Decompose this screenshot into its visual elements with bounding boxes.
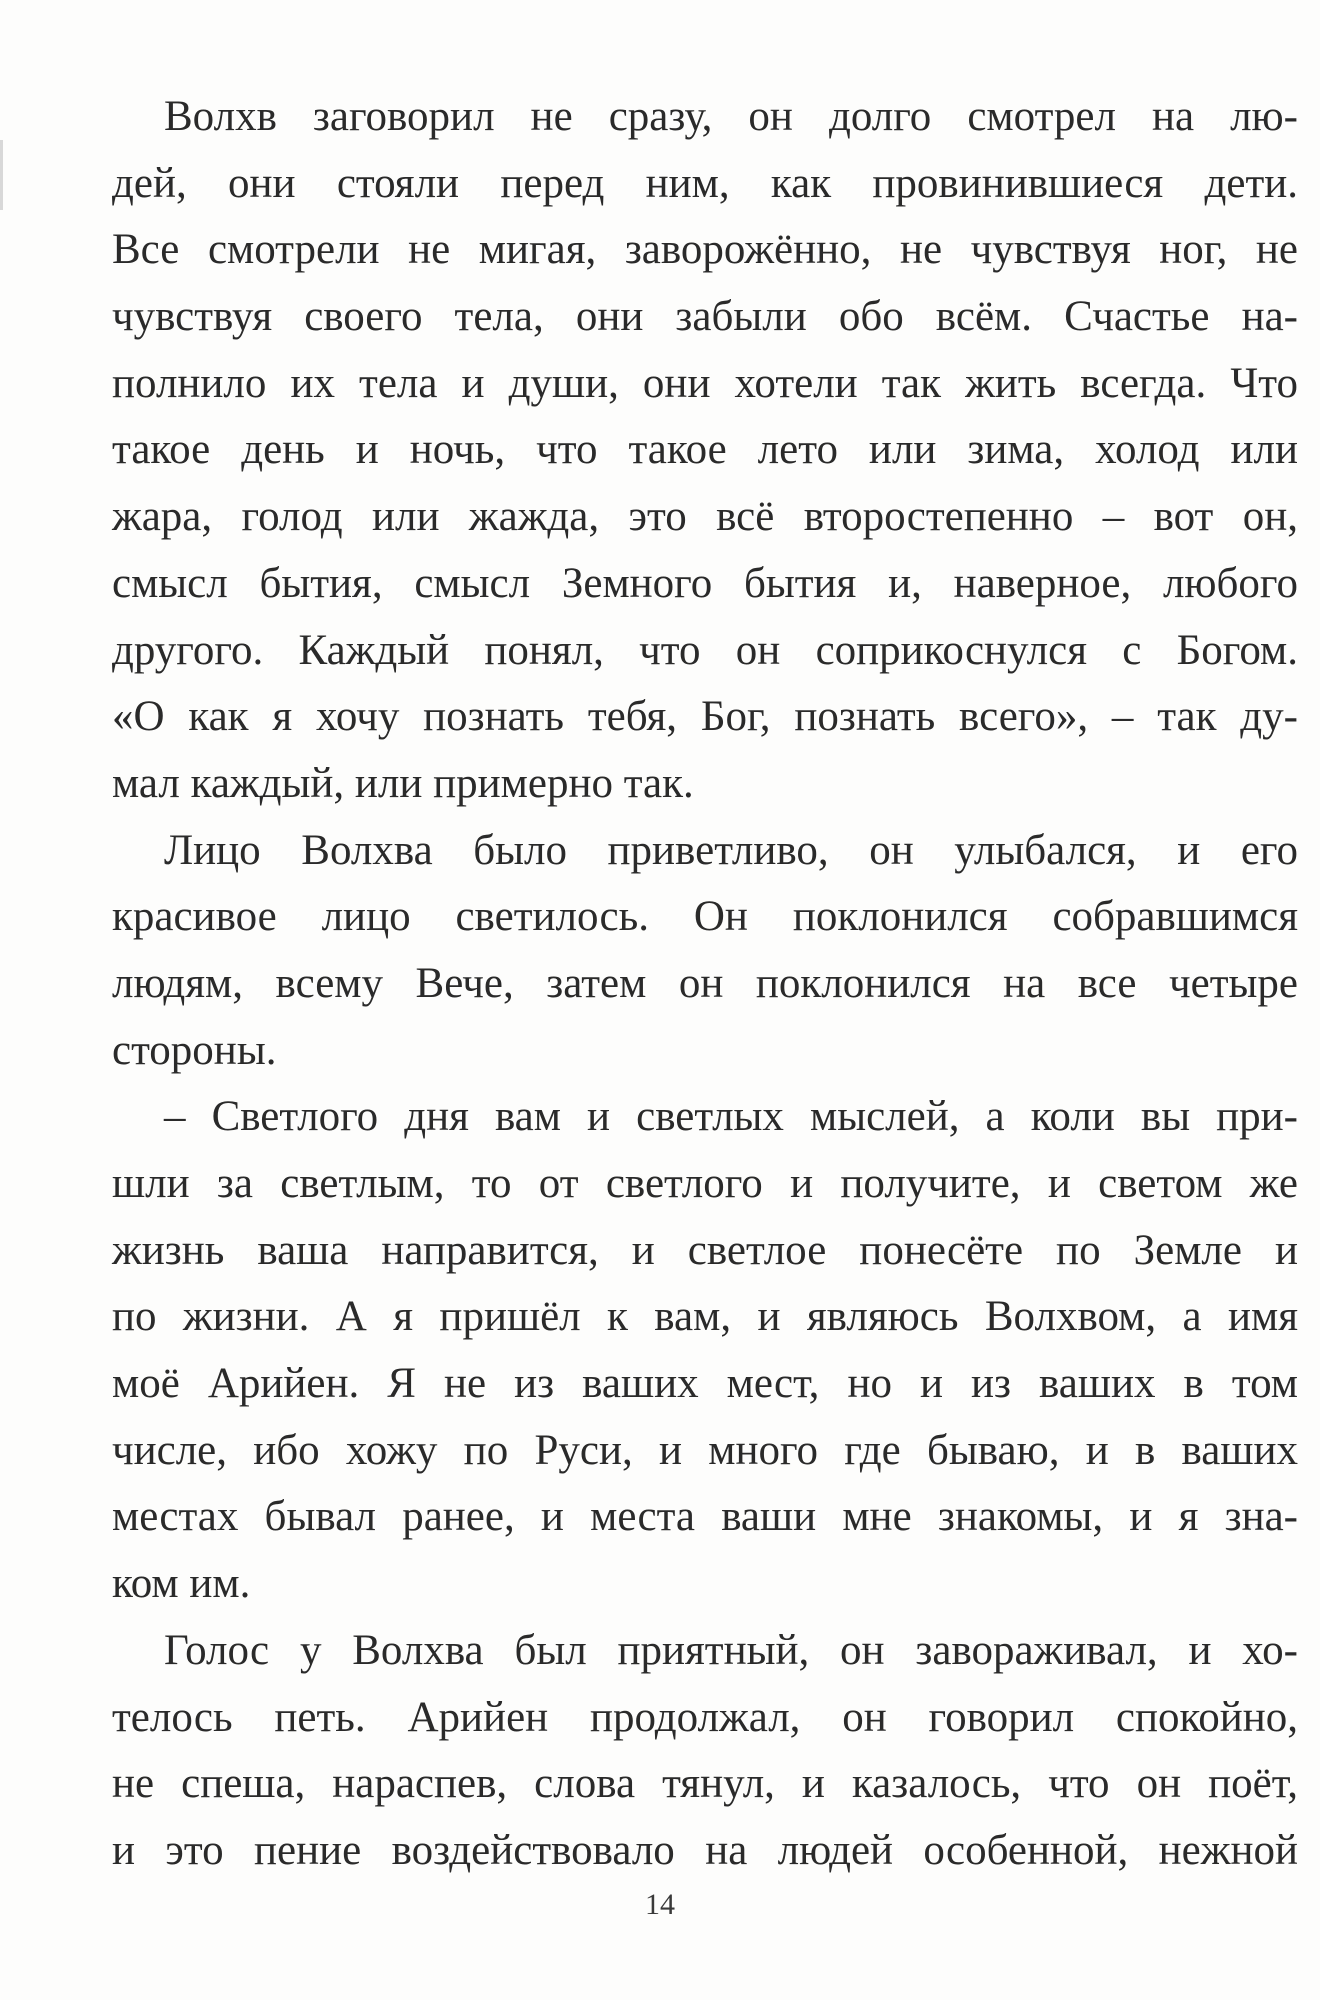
text-line: – Светлого дня вам и светлых мыслей, а коли вы при-: [164, 1093, 1298, 1141]
text-line: мал каждый, или примерно так.: [112, 759, 694, 807]
text-line: жизнь ваша направится, и светлое понесёте по Земле и: [112, 1226, 1298, 1274]
text-line: Лицо Волхва было приветливо, он улыбался, и его: [164, 826, 1298, 874]
text-line: местах бывал ранее, и места ваши мне знакомы, и я зна-: [112, 1493, 1298, 1541]
text-line: такое день и ночь, что такое лето или зима, холод или: [112, 426, 1298, 474]
text-line: не спеша, нараспев, слова тянул, и казалось, что он поёт,: [112, 1760, 1298, 1808]
text-line: ком им.: [112, 1560, 251, 1608]
text-line: стороны.: [112, 1026, 277, 1074]
body-text: [112, 84, 1298, 1885]
text-line: по жизни. А я пришёл к вам, и являюсь Волхвом, а имя: [112, 1293, 1298, 1341]
text-line: Голос у Волхва был приятный, он завораживал, и хо-: [164, 1626, 1298, 1674]
page-edge-mark: [0, 140, 3, 210]
text-line: моё Арийен. Я не из ваших мест, но и из ваших в том: [112, 1360, 1298, 1408]
text-line: телось петь. Арийен продолжал, он говорил спокойно,: [112, 1693, 1298, 1741]
text-line: шли за светлым, то от светлого и получите, и светом же: [112, 1160, 1298, 1207]
text-line: красивое лицо светилось. Он поклонился собравшимся: [112, 893, 1298, 941]
text-line: другого. Каждый понял, что он соприкоснулся с Богом.: [112, 626, 1298, 674]
text-line: «О как я хочу познать тебя, Бог, познать всего», – так ду-: [112, 693, 1298, 741]
text-line: полнило их тела и души, они хотели так жить всегда. Что: [112, 359, 1298, 407]
text-line: людям, всему Вече, затем он поклонился на все четыре: [112, 959, 1298, 1007]
text-line: и это пение воздействовало на людей особенной, нежной: [112, 1826, 1298, 1874]
text-line: жара, голод или жажда, это всё второстепенно – вот он,: [112, 493, 1298, 541]
text-line: смысл бытия, смысл Земного бытия и, наверное, любого: [112, 559, 1298, 607]
text-line: чувствуя своего тела, они забыли обо всём. Счастье на-: [112, 293, 1298, 341]
text-line: Все смотрели не мигая, заворожённо, не чувствуя ног, не: [112, 226, 1298, 274]
page-number: 14: [645, 1888, 675, 1921]
text-line: числе, ибо хожу по Руси, и много где бываю, и в ваших: [112, 1426, 1298, 1474]
text-line: дей, они стояли перед ним, как провинившиеся дети.: [112, 159, 1298, 207]
text-line: Волхв заговорил не сразу, он долго смотрел на лю-: [164, 93, 1298, 140]
